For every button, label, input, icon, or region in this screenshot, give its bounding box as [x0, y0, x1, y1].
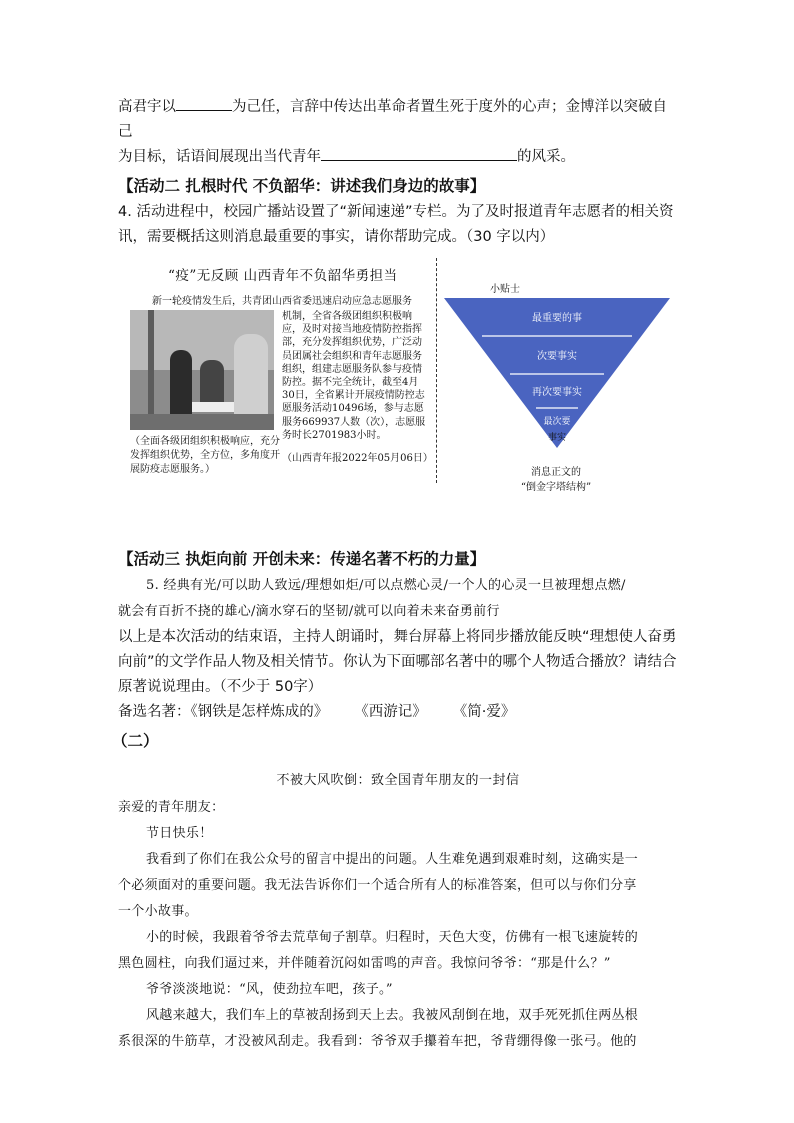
text-youth: 为目标，话语间展现出当代青年 — [118, 149, 321, 165]
inverted-pyramid-diagram — [444, 298, 670, 448]
news-figure — [118, 258, 678, 543]
document-page — [112, 95, 678, 1055]
text-gaojunyu: 高君宇以 — [118, 99, 176, 115]
news-body: 机制，全省各级团组织积极响应，及时对接当地疫情防控指挥部，充分发挥组织优势，广泛动员团属社会组织和青年志愿服务组织，组建志愿服务队参与疫情防控。据不完全统计，截至4月30日，全省累计开展疫情防控志愿服务活动10496场，参与志愿服务669937人数（次），志愿服务时长2701983小时。 — [282, 311, 426, 441]
news-source: （山西青年报2022年05月06日） — [282, 453, 433, 464]
letter-p4-line2: 系很深的牛筋草，才没被风刮走。我看到：爷爷双手攥着车把，爷背绷得像一张弓。他的 — [118, 1034, 637, 1049]
question4-line2: 讯，需要概括这则消息最重要的事实，请你帮助完成。（30 字以内） — [118, 229, 555, 245]
pyramid-level-3: 再次要事实 — [532, 387, 582, 398]
photo-caption: （全面各级团组织积极响应，充分发挥组织优势，全方位，多角度开展防疫志愿服务。） — [130, 436, 280, 475]
letter-p1-line2: 个必须面对的重要问题。我无法告诉你们一个适合所有人的标准答案，但可以与你们分享 — [118, 878, 637, 893]
question5-line2: 向前”的文学作品人物及相关情节。你认为下面哪部名著中的哪个人物适合播放？请结合 — [118, 654, 677, 670]
question4-line1: 4. 活动进程中，校园广播站设置了“新闻速递”专栏。为了及时报道青年志愿者的相关资 — [118, 204, 674, 220]
news-photo — [130, 310, 274, 430]
letter-p2-line2: 黑色圆柱，向我们逼过来，并伴随着沉闷如雷鸣的声音。我惊问爷爷：“那是什么？” — [118, 956, 611, 971]
poem-line2: 就会有百折不挠的雄心/滴水穿石的坚韧/就可以向着未来奋勇前行 — [118, 604, 500, 619]
letter-p1-line1: 我看到了你们在我公众号的留言中提出的问题。人生难免遇到艰难时刻，这确实是一 — [146, 852, 639, 867]
letter-salutation: 亲爱的青年朋友： — [118, 800, 225, 815]
letter-title: 不被大风吹倒：致全国青年朋友的一封信 — [276, 773, 520, 788]
letter-p4-line1: 风越来越大，我们车上的草被刮扬到天上去。我被风刮倒在地，双手死死抓住两丛根 — [146, 1008, 639, 1023]
pyramid-level-1: 最重要的事 — [532, 313, 582, 324]
dashed-divider — [436, 258, 437, 483]
question5-line1: 以上是本次活动的结束语，主持人朗诵时，舞台屏幕上将同步播放能反映“理想使人奋勇 — [118, 629, 677, 645]
pyramid-level-2: 次要事实 — [537, 351, 577, 362]
poem-line1: 5. 经典有光/可以助人致远/理想如炬/可以点燃心灵/一个人的心灵一旦被理想点燃/ — [146, 578, 626, 593]
question5-line3: 原著说说理由。（不少于 50字） — [118, 679, 323, 695]
tips-label: 小贴士 — [490, 284, 520, 295]
activity3-heading: 【活动三 执炬向前 开创未来：传递名著不朽的力量】 — [118, 550, 486, 568]
letter-p3: 爷爷淡淡地说：“风，使劲拉车吧，孩子。” — [146, 982, 393, 997]
news-title: “疫”无反顾 山西青年不负韶华勇担当 — [168, 268, 398, 284]
option-book-2: 《西游记》 — [354, 704, 427, 720]
letter-greeting: 节日快乐！ — [146, 826, 213, 841]
letter-p1-line3: 一个小故事。 — [118, 904, 198, 919]
answer-blank-2[interactable] — [321, 146, 517, 161]
options-label: 备选名著： — [118, 704, 191, 720]
section-two-label: （二） — [112, 732, 159, 750]
news-lead: 新一轮疫情发生后，共青团山西省委迅速启动应急志愿服务 — [152, 296, 412, 307]
option-book-1: 《钢铁是怎样炼成的》 — [190, 704, 329, 720]
pyramid-caption-line1: 消息正文的 — [531, 467, 581, 478]
activity2-heading: 【活动二 扎根时代 不负韶华：讲述我们身边的故事】 — [118, 177, 486, 195]
text-style: 的风采。 — [517, 149, 575, 165]
answer-blank-1[interactable] — [176, 96, 232, 111]
book-options — [118, 700, 678, 725]
option-book-3: 《简·爱》 — [452, 704, 516, 720]
pyramid-caption — [516, 465, 596, 495]
text-jinboyang: 为己任，言辞中传达出革命者置生死于度外的心声；金博洋以突破自己 — [118, 99, 667, 140]
paragraph-top-1 — [118, 95, 678, 145]
pyramid-caption-line2: “倒金字塔结构” — [520, 482, 592, 493]
letter-p2-line1: 小的时候，我跟着爷爷去荒草甸子割草。归程时，天色大变，仿佛有一根飞速旋转的 — [146, 930, 639, 945]
paragraph-top-2 — [118, 145, 678, 170]
pyramid-level-4b: 事实 — [547, 433, 567, 443]
pyramid-level-4a: 最次要 — [543, 417, 571, 427]
